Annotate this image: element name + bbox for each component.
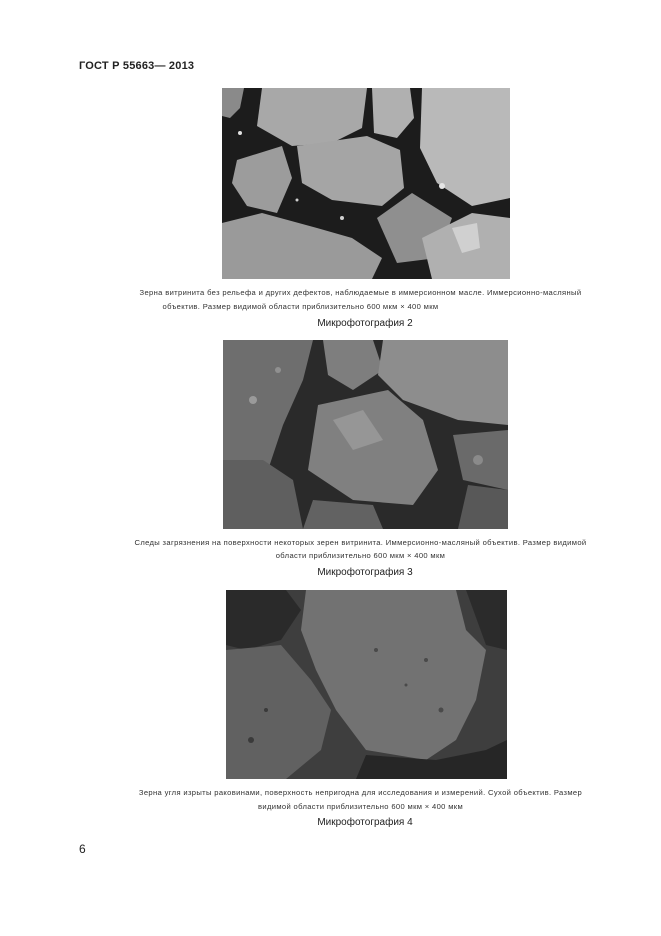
figure-title-micrograph-3: Микрофотография 3 — [317, 567, 413, 578]
caption-micrograph-4-line1: Зерна угля изрыты раковинами, поверхность непригодна для исследования и измерений. Сухой объектив. Размер — [138, 788, 583, 797]
caption-micrograph-3-line1: Следы загрязнения на поверхности некоторых зерен витринита. Иммерсионно-масляный объектив. Размер видимой — [134, 538, 587, 547]
micrograph-contaminated-vitrinite — [223, 340, 508, 529]
caption-micrograph-3-line2: области приблизительно 600 мкм × 400 мкм — [275, 551, 446, 560]
page-number: 6 — [79, 842, 86, 856]
document-header: ГОСТ Р 55663— 2013 — [79, 60, 195, 72]
figure-title-micrograph-2: Микрофотография 2 — [317, 318, 413, 329]
caption-micrograph-4-line2: видимой области приблизительно 600 мкм × 400 мкм — [257, 802, 464, 811]
caption-micrograph-2-line2: объектив. Размер видимой области приблизительно 600 мкм × 400 мкм — [162, 302, 439, 311]
micrograph-pitted-coal-grains — [226, 590, 507, 779]
caption-micrograph-2-line1: Зерна витринита без рельефа и других дефектов, наблюдаемые в иммерсионном масле. Иммерсионно-масляный — [139, 288, 582, 297]
figure-title-micrograph-4: Микрофотография 4 — [317, 817, 413, 828]
micrograph-vitrinite-grains — [222, 88, 510, 279]
